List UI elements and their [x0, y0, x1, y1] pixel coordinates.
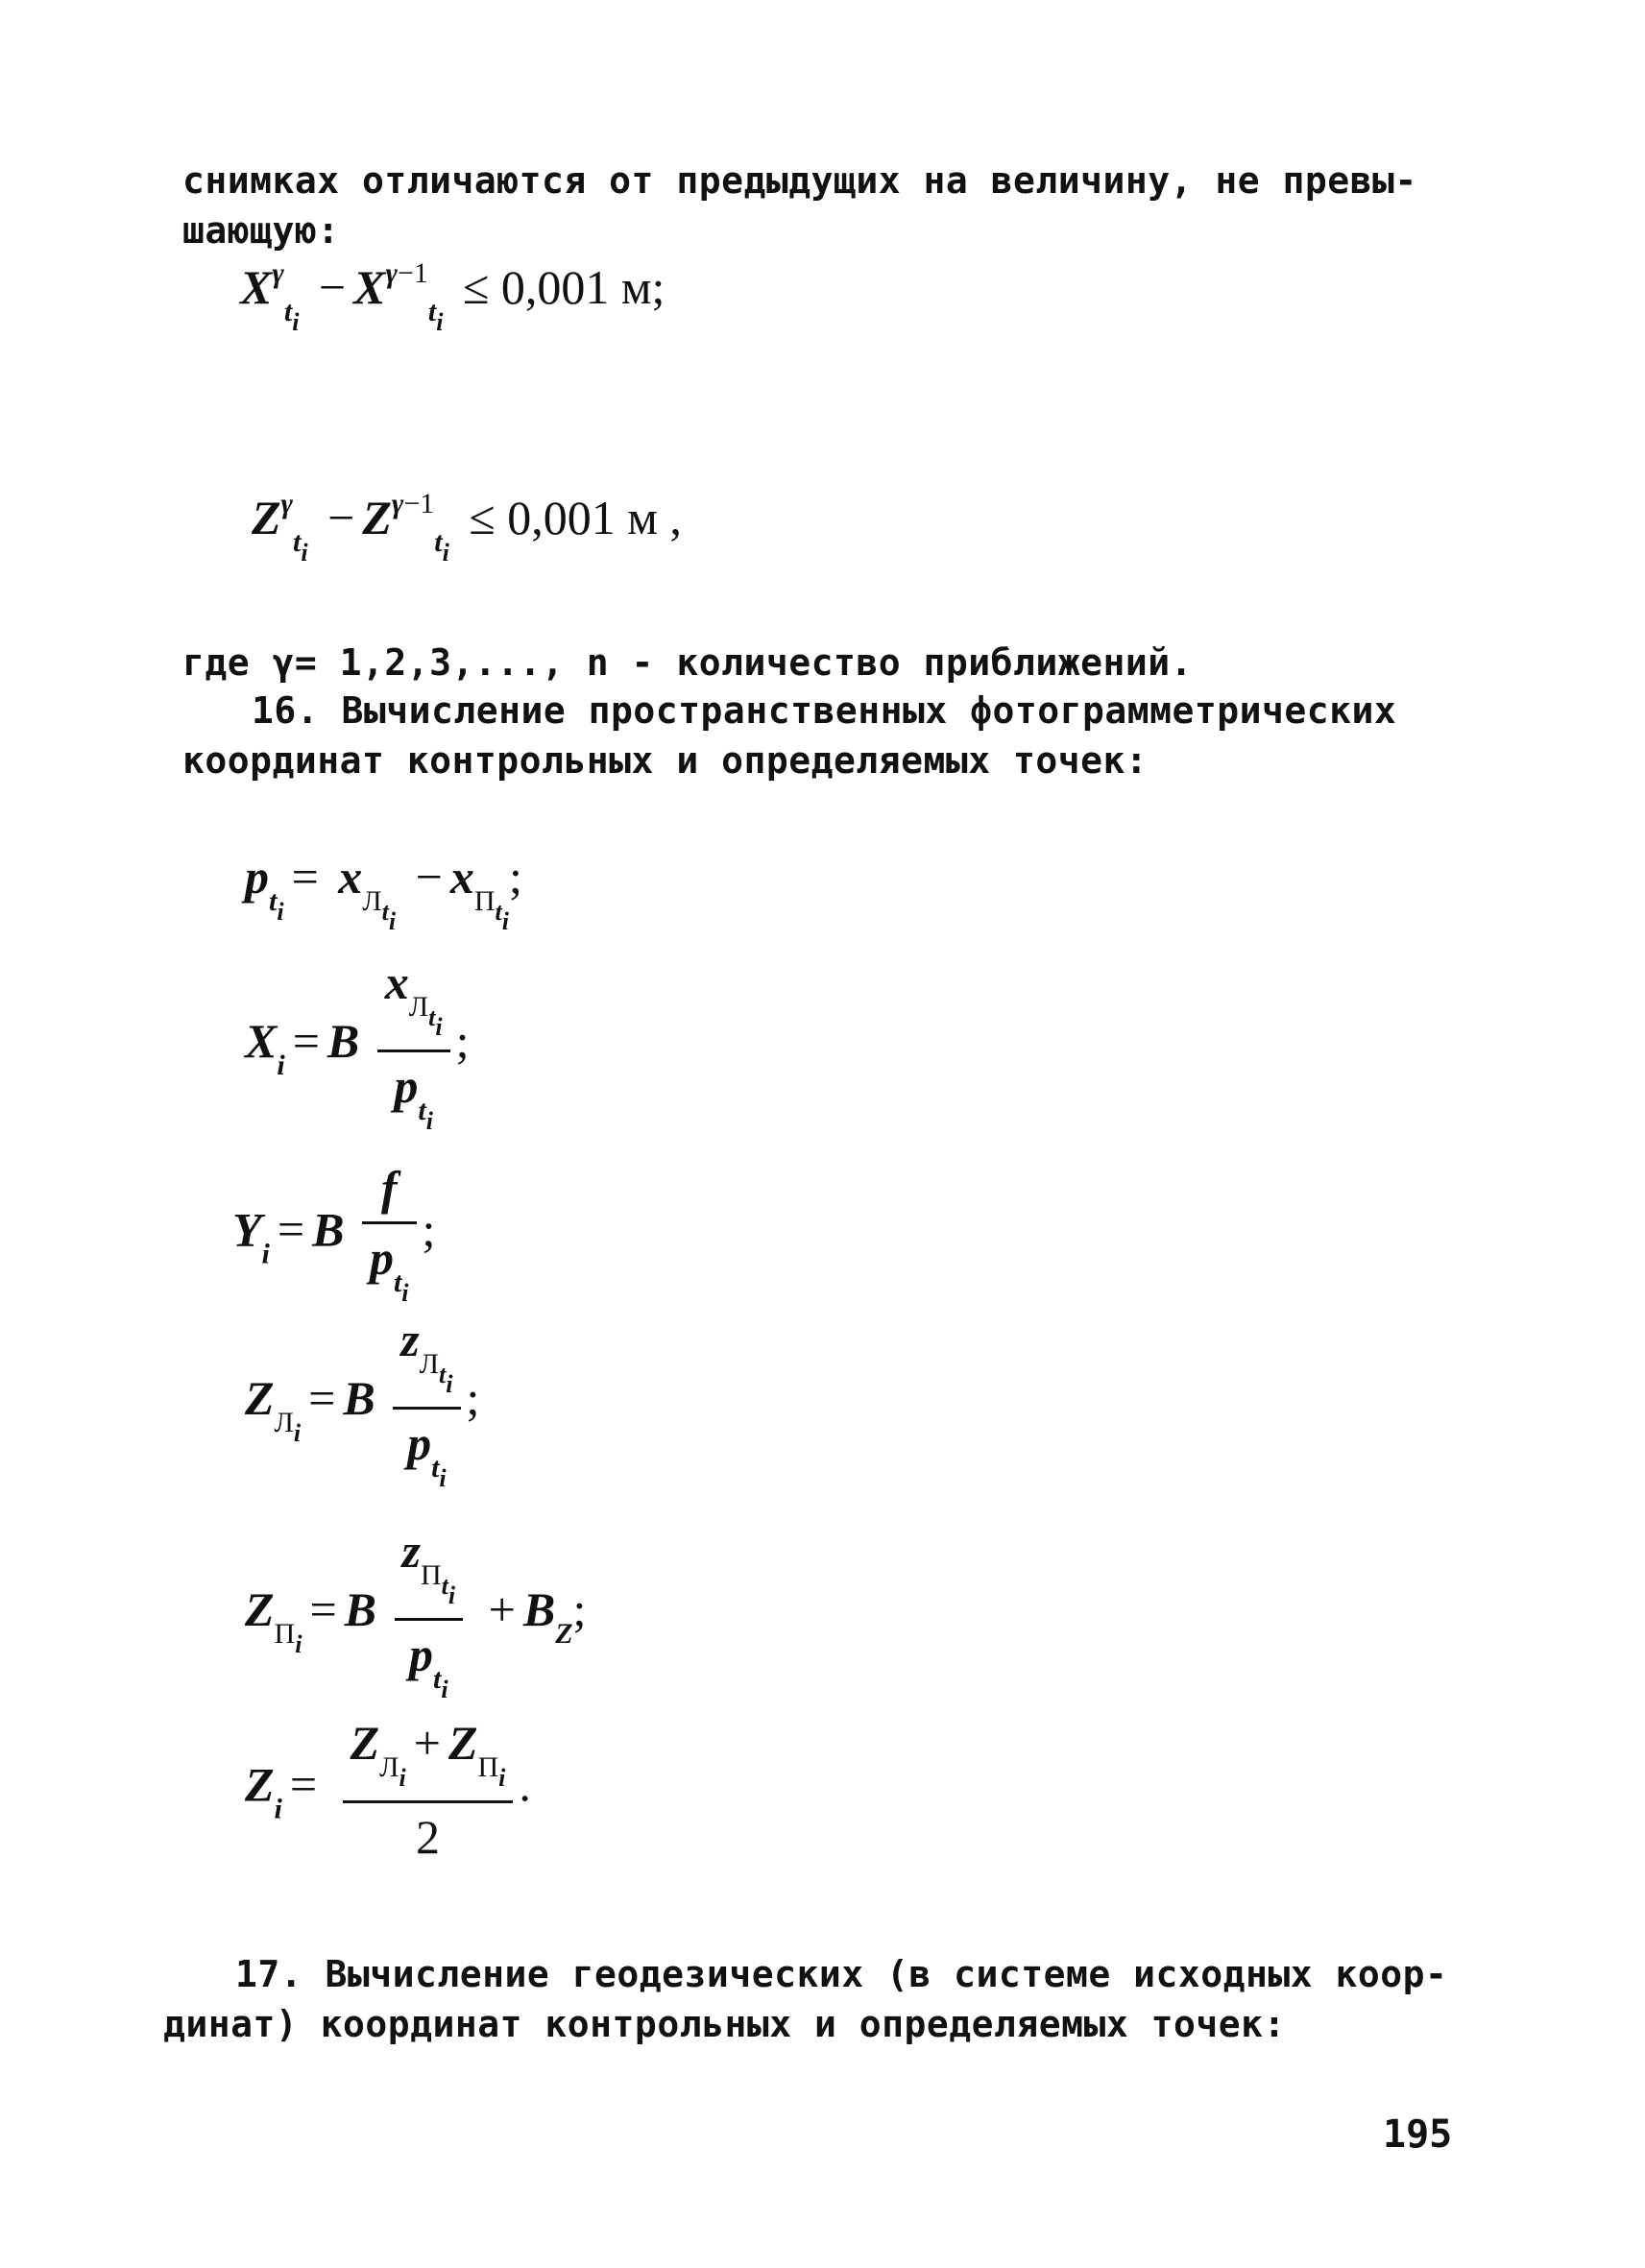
formula-x-coordinate: $X_i = B$ $\frac{x_{Л_{t_i}}}{p_{t_i}}$ ;: [245, 955, 470, 1135]
formula-z-mean: $Z_i$ = $\frac{Z_{Л_i}+ Z_{П_i}}{2}$ .: [245, 1716, 531, 1864]
formula-z-left: $Z_{Л_i}= B$ $\frac{z_{Л_{t_i}}}{p_{t_i}}$ ;: [245, 1313, 480, 1492]
item17-line-2: динат) координат контрольных и определяемых точек:: [163, 2003, 1286, 2045]
formula-z-right: $Z_{П_i}= B$ $\frac{z_{П_{t_i}}}{p_{t_i}}$ + $B_Z$;: [245, 1524, 587, 1703]
formula-z-convergence: $Z^\gamma_{t_i} - Z^{\gamma-1}_{t_i} \le 0,001$ м ,: [252, 488, 682, 567]
item17-line-1: 17. Вычисление геодезических (в системе исходных коор-: [235, 1953, 1448, 1995]
formula-x-convergence: $X^\gamma_{t_i} - X^{\gamma-1}_{t_i} \le 0,001$ м;: [240, 257, 665, 336]
where-line: где γ= 1,2,3,..., n - количество приближений.: [182, 641, 1194, 684]
formula-y-coordinate: $Y_i = B$ $\frac{f}{p_{t_i}}$ ;: [232, 1161, 436, 1307]
item16-line-1: 16. Вычисление пространственных фотограмметрических: [252, 689, 1397, 732]
intro-line-1: снимках отличаются от предыдущих на величину, не превы-: [182, 159, 1417, 202]
formula-parallax: $p_{t_i}= x_{Л_{t_i}} - x_{П_{t_i}}$;: [245, 850, 522, 935]
item16-line-2: координат контрольных и определяемых точек:: [182, 739, 1149, 782]
intro-line-2: шающую:: [182, 209, 340, 252]
page-number: 195: [1383, 2112, 1453, 2157]
